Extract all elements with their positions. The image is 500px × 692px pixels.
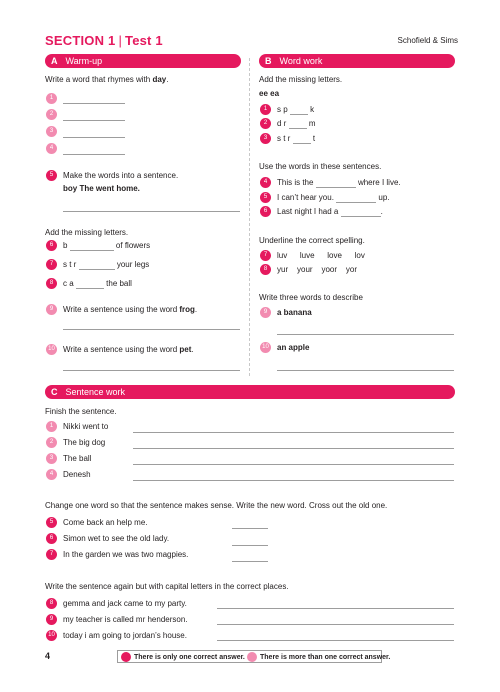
question-number: 8 <box>260 264 271 275</box>
question-number: 5 <box>260 192 271 203</box>
publisher-name: Schofield & Sims <box>397 36 458 45</box>
section-label: SECTION 1 <box>45 33 116 48</box>
spelling-option[interactable]: yor <box>345 265 358 274</box>
a-q7-item: s t r your legs <box>63 260 150 269</box>
answer-legend <box>117 650 391 663</box>
answer-line[interactable] <box>133 464 454 465</box>
answer-line[interactable] <box>63 137 125 138</box>
section-a-header <box>45 54 241 68</box>
question-number: 3 <box>46 126 57 137</box>
page-title: SECTION 1 | Test 1 <box>45 33 163 48</box>
spelling-option[interactable]: yoor <box>321 265 338 274</box>
section-b-title: Word work <box>279 56 323 66</box>
b-q7-options <box>277 251 365 261</box>
answer-line[interactable] <box>133 432 454 433</box>
section-a-letter: A <box>51 56 58 66</box>
b-q10-item: an apple <box>277 343 310 352</box>
a-q6-instruction: Add the missing letters. <box>45 228 129 237</box>
question-number: 7 <box>46 549 57 560</box>
legend-one-answer: There is only one correct answer. <box>134 654 245 661</box>
question-number: 6 <box>260 206 271 217</box>
section-a-title: Warm-up <box>65 56 103 66</box>
question-number: 8 <box>46 598 57 609</box>
single-answer-marker <box>121 652 131 662</box>
b-q4-item: This is the where I live. <box>277 178 401 187</box>
b-q4-instruction: Use the words in these sentences. <box>259 162 382 171</box>
b-q9-item: a banana <box>277 308 312 317</box>
question-number: 2 <box>46 109 57 120</box>
capitals-item: today i am going to jordan’s house. <box>63 631 187 640</box>
question-number: 10 <box>46 344 57 355</box>
answer-line[interactable] <box>133 480 454 481</box>
c-finish-instruction: Finish the sentence. <box>45 407 117 416</box>
question-number: 5 <box>46 170 57 181</box>
legend-more-answers: There is more than one correct answer. <box>260 654 391 661</box>
question-number: 10 <box>46 630 57 641</box>
answer-line[interactable] <box>63 370 240 371</box>
question-number: 3 <box>46 453 57 464</box>
answer-line[interactable] <box>217 608 454 609</box>
answer-line[interactable] <box>63 103 125 104</box>
a-q10-instruction: Write a sentence using the word pet. <box>63 345 194 354</box>
question-number: 8 <box>46 278 57 289</box>
a-q8-item: c a the ball <box>63 279 132 288</box>
question-number: 3 <box>260 133 271 144</box>
answer-line[interactable] <box>277 334 454 335</box>
a-q5-instruction: Make the words into a sentence. <box>63 171 179 180</box>
question-number: 9 <box>46 614 57 625</box>
b-q9-instruction: Write three words to describe <box>259 293 363 302</box>
b-q6-item: Last night I had a . <box>277 207 383 216</box>
b-q8-options <box>277 265 357 275</box>
b-q5-item: I can’t hear you. up. <box>277 193 390 202</box>
finish-item: The ball <box>63 454 92 463</box>
change-item: Simon wet to see the old lady. <box>63 534 170 543</box>
b-q1-instruction: Add the missing letters. <box>259 75 343 84</box>
b-letter-choices: ee ea <box>259 89 280 98</box>
finish-item: Nikki went to <box>63 422 109 431</box>
section-c-letter: C <box>51 387 58 397</box>
spelling-option[interactable]: yur <box>277 265 289 274</box>
section-b-header <box>259 54 455 68</box>
question-number: 1 <box>46 421 57 432</box>
question-number: 2 <box>260 118 271 129</box>
a-q9-instruction: Write a sentence using the word frog. <box>63 305 198 314</box>
answer-line[interactable] <box>63 120 125 121</box>
answer-line[interactable] <box>232 561 268 562</box>
question-number: 1 <box>46 93 57 104</box>
section-b-letter: B <box>265 56 272 66</box>
change-item: Come back an help me. <box>63 518 148 527</box>
question-number: 9 <box>260 307 271 318</box>
section-c-header <box>45 385 455 399</box>
answer-line[interactable] <box>277 370 454 371</box>
a-q1-instruction: Write a word that rhymes with day. <box>45 75 169 84</box>
finish-item: Denesh <box>63 470 91 479</box>
answer-line[interactable] <box>217 624 454 625</box>
question-number: 4 <box>46 143 57 154</box>
capitals-item: my teacher is called mr henderson. <box>63 615 188 624</box>
a-q5-words: boy The went home. <box>63 184 140 193</box>
answer-line[interactable] <box>232 545 268 546</box>
spelling-option[interactable]: luve <box>299 251 315 260</box>
column-divider <box>249 58 250 376</box>
question-number: 5 <box>46 517 57 528</box>
a-q6-item: b of flowers <box>63 241 151 250</box>
question-number: 7 <box>260 250 271 261</box>
answer-line[interactable] <box>63 154 125 155</box>
question-number: 4 <box>46 469 57 480</box>
spelling-option[interactable]: love <box>327 251 342 260</box>
c-change-instruction: Change one word so that the sentence makes sense. Write the new word. Cross out the old one. <box>45 501 388 510</box>
b-q2-item: d r m <box>277 119 316 128</box>
question-number: 6 <box>46 240 57 251</box>
answer-line[interactable] <box>133 448 454 449</box>
question-number: 1 <box>260 104 271 115</box>
question-number: 10 <box>260 342 271 353</box>
section-c-title: Sentence work <box>65 387 126 397</box>
question-number: 4 <box>260 177 271 188</box>
b-q7-instruction: Underline the correct spelling. <box>259 236 365 245</box>
change-item: In the garden we was two magpies. <box>63 550 189 559</box>
page-number: 4 <box>45 651 51 661</box>
question-number: 9 <box>46 304 57 315</box>
finish-item: The big dog <box>63 438 106 447</box>
b-q1-item: s p k <box>277 105 315 114</box>
capitals-item: gemma and jack came to my party. <box>63 599 187 608</box>
b-q3-item: s t r t <box>277 134 316 143</box>
spelling-option[interactable]: your <box>297 265 313 274</box>
multi-answer-marker <box>247 652 257 662</box>
answer-line[interactable] <box>63 211 240 212</box>
spelling-option[interactable]: lov <box>354 251 365 260</box>
c-capitals-instruction: Write the sentence again but with capital letters in the correct places. <box>45 582 289 591</box>
question-number: 6 <box>46 533 57 544</box>
spelling-option[interactable]: luv <box>277 251 288 260</box>
answer-line[interactable] <box>232 528 268 529</box>
answer-line[interactable] <box>63 329 240 330</box>
test-label: Test 1 <box>125 33 163 48</box>
question-number: 2 <box>46 437 57 448</box>
answer-line[interactable] <box>217 640 454 641</box>
question-number: 7 <box>46 259 57 270</box>
